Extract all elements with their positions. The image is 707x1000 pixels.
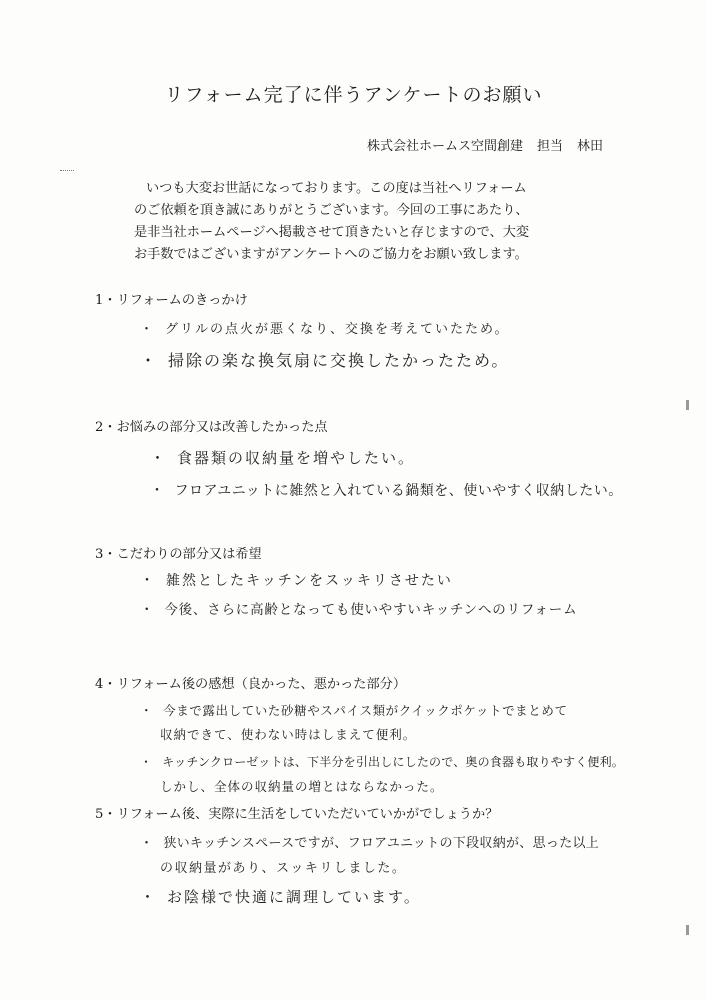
- section-title: 5・リフォーム後、実際に生活をしていただいていかがでしょうか？: [95, 807, 499, 822]
- bullet: ・: [140, 755, 153, 769]
- handwritten-answer: ・ 今後、さらに高齢となっても使いやすいキッチンへのリフォーム: [140, 602, 578, 618]
- section-heading: [95, 803, 498, 822]
- author-role: 担当: [536, 139, 563, 154]
- author-name: 林田: [576, 139, 603, 154]
- page-title: リフォーム完了に伴うアンケートのお願い: [164, 84, 543, 106]
- company-name: 株式会社ホームス空間創建: [366, 139, 523, 154]
- author-line: [367, 135, 603, 154]
- section-heading: [95, 416, 328, 435]
- intro-line: 是非当社ホームページへ掲載させて頂きたいと存じますので、大変: [134, 225, 530, 240]
- bullet: ・: [150, 483, 165, 499]
- section-title: 3・こだわりの部分又は希望: [95, 547, 262, 562]
- section-heading: [95, 543, 262, 562]
- bullet: ・: [140, 322, 156, 337]
- bullet: ・: [150, 449, 168, 467]
- bullet: ・: [140, 703, 154, 718]
- handwritten-answer: ・ 食器類の収納量を増やしたい。: [150, 449, 416, 467]
- intro-line: お手数ではございますがアンケートへのご協力をお願い致します。: [134, 247, 528, 262]
- intro-line: のご依頼を頂き誠にありがとうございます。今回の工事にあたり、: [134, 203, 529, 218]
- handwritten-answer: ・ 今まで露出していた砂糖やスパイス類がクイックポケットでまとめて: [140, 703, 568, 718]
- bullet: ・: [140, 602, 155, 618]
- scan-mark: [686, 925, 689, 935]
- bullet: ・: [140, 351, 159, 370]
- handwritten-answer: ・ お陰様で快適に調理しています。: [140, 888, 421, 906]
- section-heading: [95, 289, 248, 308]
- bullet: ・: [140, 573, 156, 589]
- handwritten-answer: ・ フロアユニットに雑然と入れている鍋類を、使いやすく収納したい。: [150, 483, 623, 499]
- handwritten-answer-continued: 収納できて、使わない時はしまえて便利。: [160, 727, 417, 742]
- handwritten-answer-continued: の収納量があり、スッキリしました。: [160, 861, 407, 876]
- handwritten-answer: ・ 狭いキッチンスペースですが、フロアユニットの下段収納が、思った以上: [140, 836, 600, 851]
- scan-mark: [686, 400, 689, 410]
- intro-line: いつも大変お世話になっております。この度は当社へリフォーム: [146, 181, 527, 196]
- scan-mark: [60, 170, 74, 171]
- handwritten-answer: ・ グリルの点火が悪くなり、交換を考えていたため。: [140, 322, 510, 337]
- section-title: 4・リフォーム後の感想（良かった、悪かった部分）: [95, 677, 407, 692]
- section-title: 1・リフォームのきっかけ: [95, 293, 248, 308]
- handwritten-answer: ・ 掃除の楽な換気扇に交換したかったため。: [140, 351, 510, 370]
- handwritten-answer: ・ 雑然としたキッチンをスッキリさせたい: [140, 573, 453, 589]
- handwritten-answer: ・ キッチンクローゼットは、下半分を引出しにしたので、奥の食器も取りやすく便利。: [140, 755, 625, 769]
- bullet: ・: [140, 888, 158, 906]
- section-heading: [95, 673, 406, 692]
- intro-paragraph: [134, 178, 574, 266]
- section-title: 2・お悩みの部分又は改善したかった点: [95, 420, 328, 435]
- bullet: ・: [140, 836, 154, 851]
- handwritten-answer-continued: しかし、全体の収納量の増とはならなかった。: [160, 779, 444, 794]
